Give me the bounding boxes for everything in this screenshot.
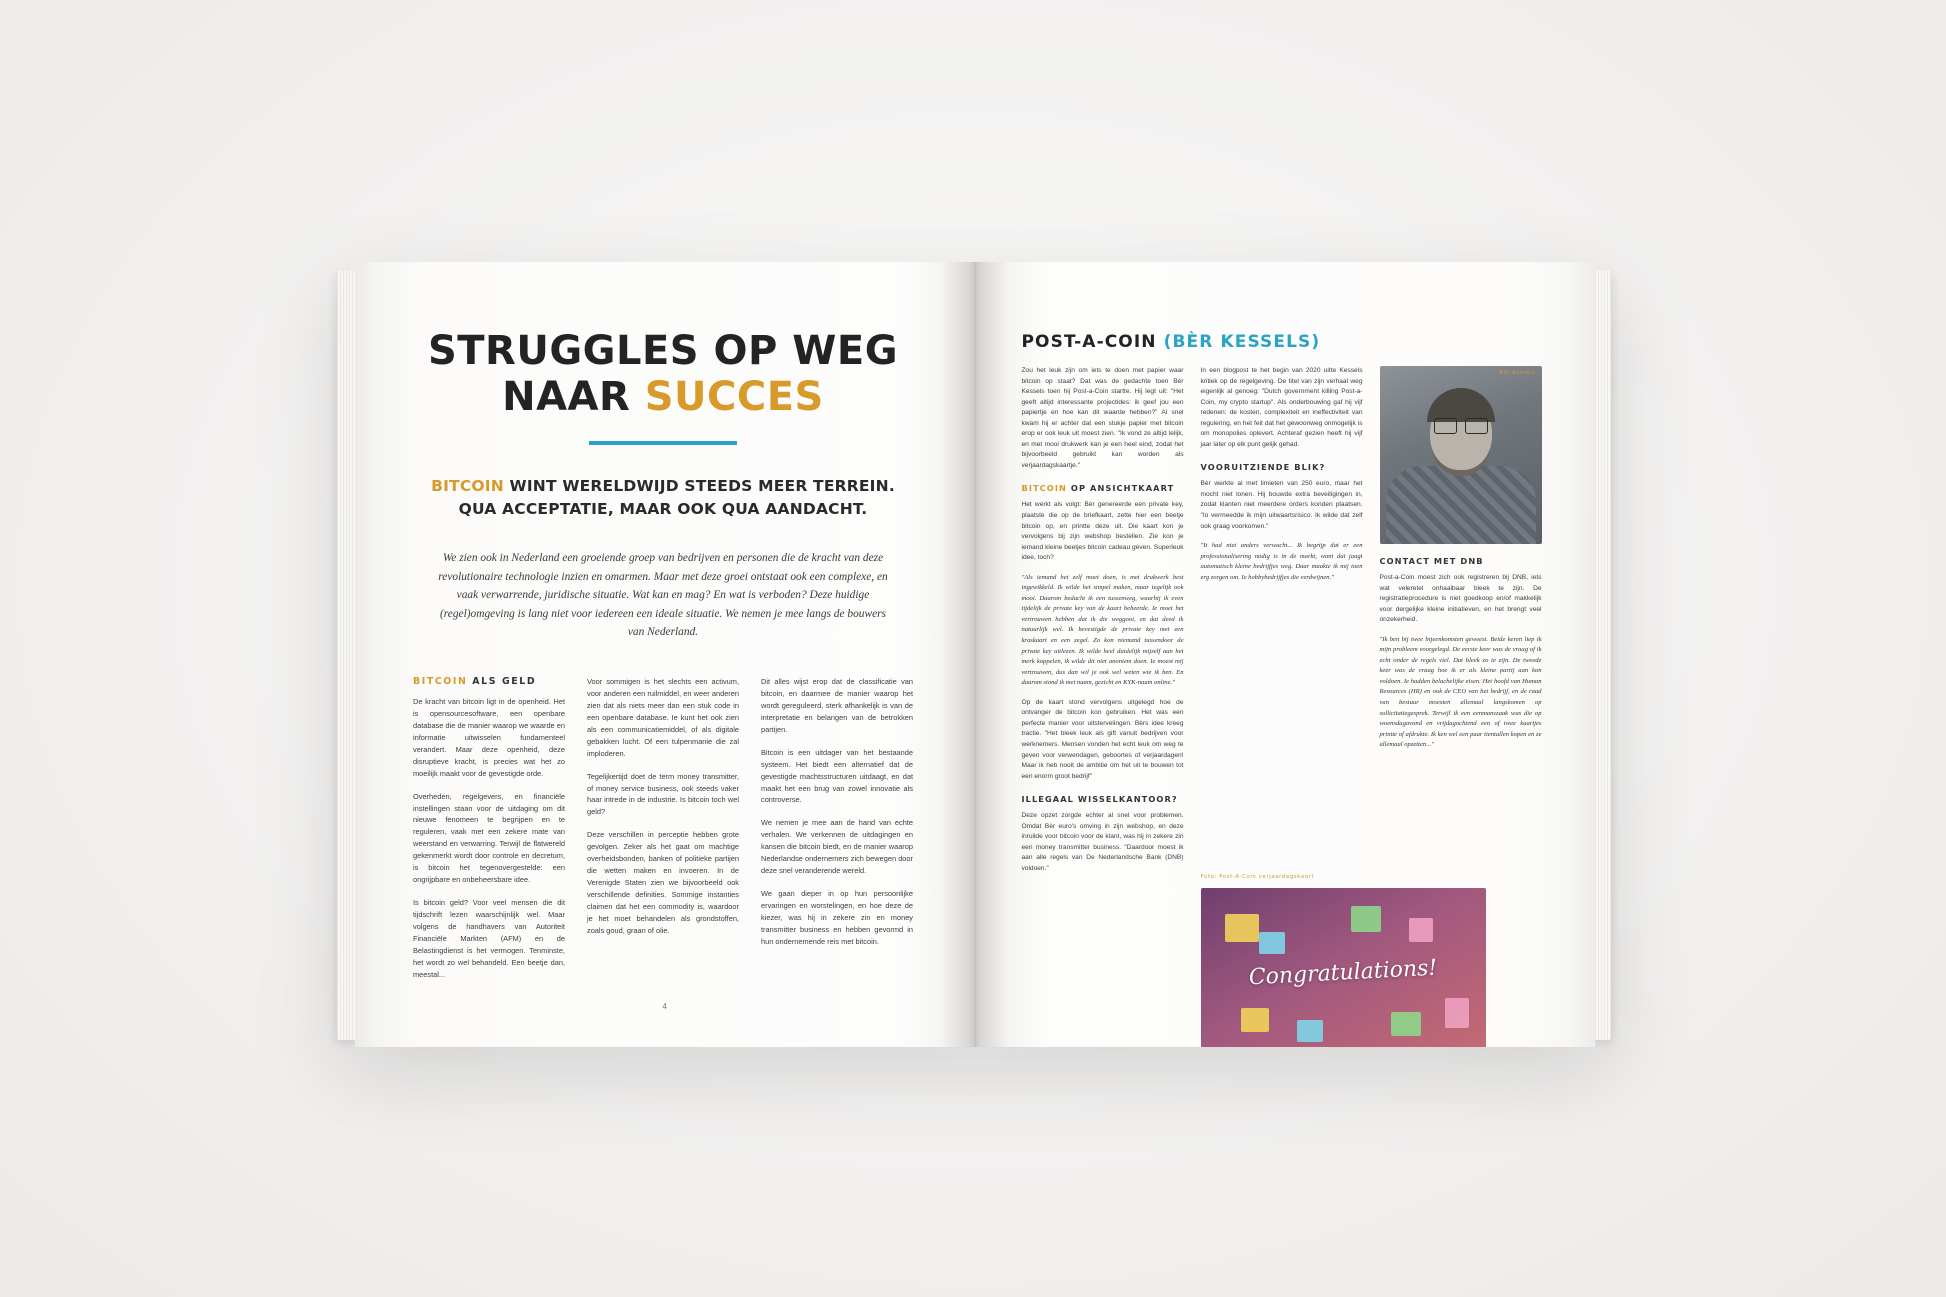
pull-quote: "Als iemand het zelf moet doen, is met drukwerk best ingewikkeld. Ik wilde het simpel maken, maar tegelijk ook mooi. Daarom bedacht ik een tussenweg, waarbij ik even tijdelijk de private key van de kaart beheerde. Ie moet het vertrouwen hebben dat ik die weggooi, en dat deed ik natuurlijk wel. Ik bevestigde de private key met een kraskaart en een zegel. Zo kon niemand tussendoor de private key uitlezen. Ik wilde heel duidelijk mijzelf aan het merk koppelen, ik wilde dit niet anoniem doen. Ie moest mij vertrouwen, dus dan wil je ook wel weten wie ik ben. En daarom stond ik met naam, gezicht en KYK-naam online." xyxy=(1021,573,1184,687)
article-title-subject: (BÈR KESSELS) xyxy=(1163,332,1321,352)
confetti-shape xyxy=(1241,1008,1269,1032)
paragraph: Bèr werkte al met limieten van 250 euro, maar het mocht niet lonen. Hij bouwde extra beveiligingen in, zodat klanten niet meerdere orders konden plaatsen. "Io vermeedde ik mijn uitwaartsrisico. Ik wilde dat zelf ook graag voorkomen." xyxy=(1200,480,1363,530)
deck-bitcoin-word: BITCOIN xyxy=(431,476,504,495)
confetti-shape xyxy=(1391,1012,1421,1036)
confetti-shape xyxy=(1351,906,1381,932)
subheading-rest: OP ANSICHTKAART xyxy=(1066,483,1175,494)
portrait-body xyxy=(1386,466,1536,544)
confetti-shape xyxy=(1409,918,1433,942)
kicker-orange: BITCOIN xyxy=(413,675,468,687)
headline-line-1: STRUGGLES OP WEG xyxy=(427,328,899,374)
article-title xyxy=(1022,332,1542,352)
page-title xyxy=(413,330,913,419)
article-title-main: POST-A-COIN xyxy=(1021,332,1164,352)
deck-text xyxy=(413,475,913,522)
section-kicker xyxy=(413,676,565,687)
paragraph: We nemen je mee aan de hand van echte verhalen. We verkennen de uitdagingen en kansen die bitcoin biedt, en de manier waarop Nederlandse ondernemers zich bewegen door deze snel veranderende wereld. xyxy=(761,818,913,876)
left-page xyxy=(355,262,976,1047)
paragraph: De kracht van bitcoin ligt in de openheid. Het is opensourcesoftware, een openbare database die de manier waarop we waarde en informatie uitwisselen fundamenteel verandert. Maar deze openheid, deze disruptieve kracht, is precies wat het zo moeilijk maakt voor de gevestigde orde. xyxy=(413,696,565,778)
page-stack-left xyxy=(337,270,357,1040)
paragraph: Dit alles wijst erop dat de classificatie van bitcoin, en daarmee de manier waarop het wordt gereguleerd, sterk afhankelijk is van de interpretatie en belangen van de betrokken partijen. xyxy=(761,676,913,734)
pull-quote: "Ik ben bij twee bijeenkomsten geweest. Beide keren liep ik mijn probleem voorgelegd. De eerste keer was de vraag of ik echt onder de regels viel. Dat bleek zo te zijn. De tweede keer was de vraag hoe ik er als kleine partij aan kon voldoen. Ie hadden belachelijke eisen. Het hoofd van Human Resources (HR) en ook de CEO van het bedrijf, en de raad van bestuur moesten allemaal langskomen op sollicitatiegesprek. Terwijl ik een eenmanszaak was die op woensdagavond en vrijdagochtend een of twee kaartjes printte of afdrukte. Ik ken wel een paar tientallen kopen en ze allemaal opzetten..." xyxy=(1379,635,1542,749)
paragraph: Post-a-Coin moest zich ook registreren bij DNB, iets wat veleretel onhaalbaar bleek te zijn. De registratieprocedure is niet goedkoop en/of makkelijk voor dergelijke kleine initiatieven, en het brengt veel onzekerheid. xyxy=(1379,574,1542,624)
page-number-left: 4 xyxy=(662,1002,667,1011)
portrait-hair xyxy=(1427,388,1495,422)
subheading: ILLEGAAL WISSELKANTOOR? xyxy=(1021,794,1178,805)
paragraph: Het werkt als volgt: Bèr genereerde een private key, plaatste die op de briefkaart, zette hier een beetje bitcoin op, en printte deze uit. Die kaart kon je vervolgens bij zijn webshop bestellen. Zie kon je iemand kleine beetjes bitcoin cadeau geven. Superleuk idee, toch? xyxy=(1021,501,1184,562)
left-column-3 xyxy=(761,676,913,993)
left-column-2 xyxy=(587,676,739,993)
right-page xyxy=(976,262,1596,1047)
paragraph: Deze verschillen in perceptie hebben grote gevolgen. Zeker als het gaat om machtige overheidsbonden, banken of politieke partijen die wetten maken en invoeren. In de Verenigde Staten zien we bijvoorbeeld ook verschillende definities. Sommige instanties claimen dat het een commodity is, waardoor je het moet behandelen als grondstoffen, zoals goud, graan of olie. xyxy=(587,830,739,936)
left-body-columns xyxy=(413,676,913,993)
right-body-columns xyxy=(1022,366,1542,883)
paragraph: Voor sommigen is het slechts een activum, voor anderen een ruilmiddel, en weer anderen zien dat als niets meer dan een stuk code in een openbare database. Ie kunt het ook zien als een communicatiemiddel, of als digitale gebakken lucht. Of een tulpenmanie die zal imploderen. xyxy=(587,676,739,758)
photo-block xyxy=(1201,864,1486,1047)
portrait-photo xyxy=(1380,366,1542,544)
standfirst: We zien ook in Nederland een groeiende groep van bedrijven en personen die de kracht van deze revolutionaire technologie inzien en omarmen. Maar met deze groei ontstaat ook een complexe, en vaak verwarrende, juridische situatie. Wat kan en mag? En wat is verboden? Deze huidige (regel)omgeving is lang niet voor iedereen een ideale situatie. We nemen je mee langs de bouwers van Nederland. xyxy=(438,552,888,639)
magazine-spread xyxy=(355,262,1595,1047)
paragraph: Op de kaart stond vervolgens uitgelegd hoe de ontvanger de bitcoin kon gebruiken. Het was een perfecte manier voor uitstervelingen. Bèrs idee kreeg tractie. "Het bleek leuk als gift vanuit bedrijven voor werknemers. Mensen vonden het echt leuk om weg te geven voor verwendagen, geboortes of verjaardagen! Maar ik heb nooit de ambitie om het uit te bouwen tot een enorm groot bedrijf" xyxy=(1021,698,1184,780)
deck-rest: WINT WERELDWIJD STEEDS MEER TERREIN. QUA ACCEPTATIE, MAAR OOK QUA AANDACHT. xyxy=(458,476,895,519)
kicker-dark: ALS GELD xyxy=(472,675,537,687)
paragraph: We gaan dieper in op hun persoonlijke ervaringen en worstelingen, en hoe deze de kiezer, was hij in zekere zin en money transmitter business en hebben gevormd in hun ondernemende reis met bitcoin. xyxy=(761,889,913,947)
headline-accent-word: SUCCES xyxy=(644,374,824,421)
paragraph: Tegelijkertijd doet de term money transmitter, of money service business, ook steeds vaker haar intrede in de industrie. Is bitcoin toch wel geld? xyxy=(587,771,739,817)
right-column-3 xyxy=(1380,366,1542,883)
subheading: VOORUITZIENDE BLIK? xyxy=(1200,462,1326,473)
paragraph: Is bitcoin geld? Voor veel mensen die dit tijdschrift lezen waarschijnlijk wel. Maar volgens de handhavers van Autoriteit Financiële Markten (AFM) en de Belastingdienst is het vermogen. Tenminste, het wordt zo wel behandeld. Een beetje dan, meestal... xyxy=(413,898,565,980)
paragraph: Overheden, regelgevers, en financiële instellingen staan voor de uitdaging om dit nieuwe fenomeen te begrijpen en te reguleren, vaak met een zekere mate van weerstand en verwarring. Terwijl de flatwereld gekenmerkt wordt door controle en decretum, is bitcoin het tegenovergestelde: een ongrijpbare en onbeheersbare idee. xyxy=(413,791,565,885)
headline-line-2 xyxy=(413,374,913,421)
subheading: CONTACT MET DNB xyxy=(1379,556,1484,566)
photo-caption: Foto: Post-A-Coin verjaardagskaart xyxy=(1200,874,1315,880)
title-divider xyxy=(589,441,737,445)
glasses-icon xyxy=(1434,418,1488,432)
headline-line-2-plain: NAAR xyxy=(502,374,645,421)
confetti-shape xyxy=(1297,1020,1323,1042)
right-column-1 xyxy=(1022,366,1184,883)
page-stack-right xyxy=(1593,270,1611,1040)
paragraph: Deze opzet zorgde echter al snel voor problemen. Omdat Bèr euro's omving in zijn webshop, en deze inruilde voor bitcoin voor de klant, was hij in zekere zin een money transmitter business. "Daardoor moest ik aan alle regels van De Nederlandsche Bank (DNB) voldoen." xyxy=(1021,812,1184,872)
subheading xyxy=(1022,483,1184,493)
paragraph: Zou het leuk zijn om iets te doen met papier waar bitcoin op staat? Dat was de gedachte toen Bèr Kessels toen hij Post-a-Coin startte. Hij legt uit: "Het geeft altijd interessante projectides: ik geef jou een papiertje en hoe kan dit waarde hebben?" Al snel kwam hij er achter dat een stukje papier met bitcoin erop er ook leuk uit moest zien. "Ik vond ze altijd lelijk, en met mooi drukwerk kan je een heel eind, zodat het bijvoorbeeld gebruikt kan worden als verjaardagskaartje." xyxy=(1021,367,1184,469)
right-column-2 xyxy=(1201,366,1363,883)
left-column-1 xyxy=(413,676,565,993)
paragraph: Bitcoin is een uitdager van het bestaande systeem. Het biedt een alternatief dat de gevestigde machtsstructuren uitdaagt, en dat maakt het een brug van zowel innovatie als controverse. xyxy=(761,747,913,805)
page-number-right: 5 xyxy=(1283,1002,1288,1011)
pull-quote: "It had niet anders verwacht... Ik begrijp dat er een professionalisering nodig is in de markt, want dat jaagt automatisch kleine bedrijfjes weg. Daar maakte ik mij toen erg zorgen om. Ie hobbybedrijfjes die verdwijnen." xyxy=(1200,542,1363,581)
card-greeting-text: Congratulations! xyxy=(1248,955,1438,991)
confetti-shape xyxy=(1259,932,1285,954)
portrait-caption: Bèr Kessels xyxy=(1499,370,1536,376)
confetti-shape xyxy=(1225,914,1259,942)
paragraph: In een blogpost te het begin van 2020 uitte Kessels kritiek op de regelgeving. De titel van zijn verhaal weg eigenlijk al genoeg: "Dutch government killing Post-a-Coin, my crypto startup". Als onderbouwing gaf hij vijf redenen: de kosten, complexiteit en ineffectiviteit van regulering, en het feit dat het gewoonweg onmogelijk is om monopolies oplevert. Achteraf gezien heeft hij vijf jaar later op elk punt gelijk gehad. xyxy=(1200,367,1363,448)
subheading-orange: BITCOIN xyxy=(1021,483,1067,494)
birthday-card-photo xyxy=(1201,888,1486,1047)
